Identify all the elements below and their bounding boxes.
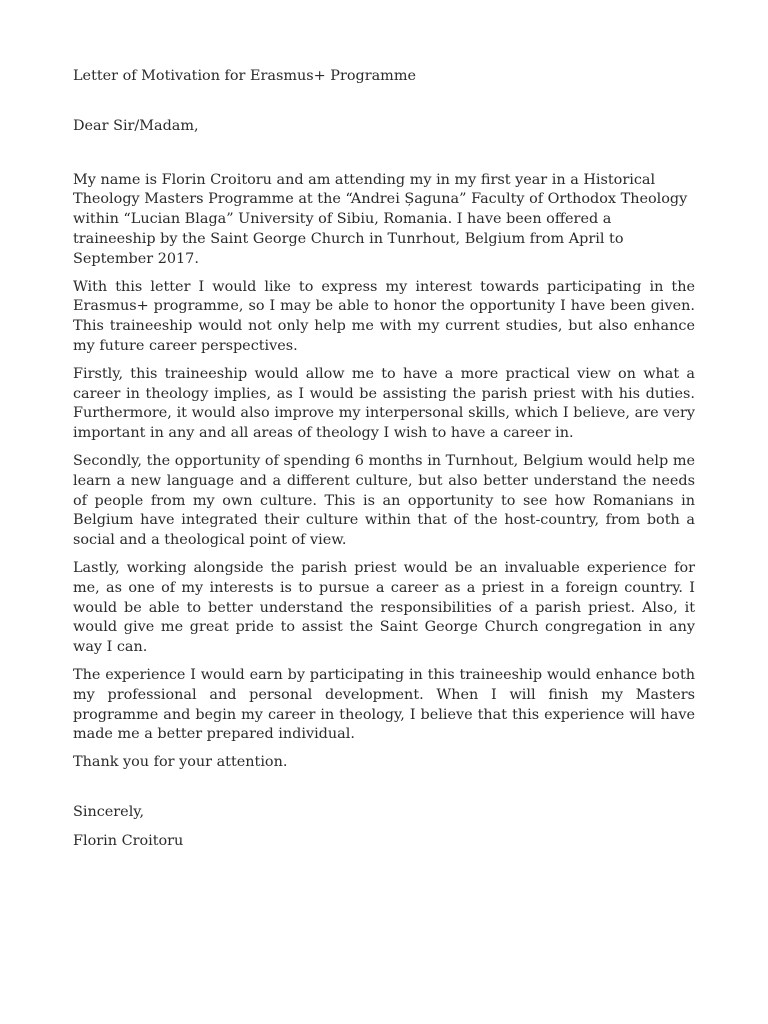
paragraph-interest: With this letter I would like to express my interest towards participating in the Erasmus+ programme, so I may be able to honor the opportunity I have been given. This traineeship would not only help me with my current studies, but also enhance my future career perspectives. — [73, 278, 695, 354]
letter-title: Letter of Motivation for Erasmus+ Programme — [73, 68, 416, 84]
salutation: Dear Sir/Madam, — [73, 117, 199, 134]
signature-name: Florin Croitoru — [73, 832, 184, 849]
closing: Sincerely, — [73, 803, 145, 820]
paragraph-lastly: Lastly, working alongside the parish priest would be an invaluable experience for me, as one of my interests is to pursue a career as a priest in a foreign country. I would be able to better understand the responsibilities of a parish priest. Also, it would give me great pride to assist the Saint George Church congregation in any way I can. — [73, 559, 695, 656]
paragraph-experience: The experience I would earn by participating in this traineeship would enhance both my professional and personal development. When I will finish my Masters programme and begin my career in theology, I believe that this experience will have made me a better prepared individual. — [73, 666, 695, 743]
paragraph-introduction: My name is Florin Croitoru and am attending my in my first year in a Historical Theology Masters Programme at the “Andrei Șaguna” Faculty of Orthodox Theology within “Lucian Blaga” University of Sibiu, Romania. I have been offered a traineeship by the Saint George Church in Tunrhout, Belgium from April to September 2017. — [73, 171, 688, 267]
paragraph-secondly: Secondly, the opportunity of spending 6 months in Turnhout, Belgium would help me learn a new language and a different culture, but also better understand the needs of people from my own culture. This is an opportunity to see how Romanians in Belgium have integrated their culture within that of the host-country, from both a social and a theological point of view. — [73, 452, 695, 549]
letter-body — [73, 171, 695, 773]
letter-page — [73, 67, 695, 852]
paragraph-firstly: Firstly, this traineeship would allow me to have a more practical view on what a career in theology implies, as I would be assisting the parish priest with his duties. Furthermore, it would also improve my interpersonal skills, which I believe, are very important in any and all areas of theology I wish to have a career in. — [73, 365, 695, 442]
thanks-line: Thank you for your attention. — [73, 754, 288, 771]
